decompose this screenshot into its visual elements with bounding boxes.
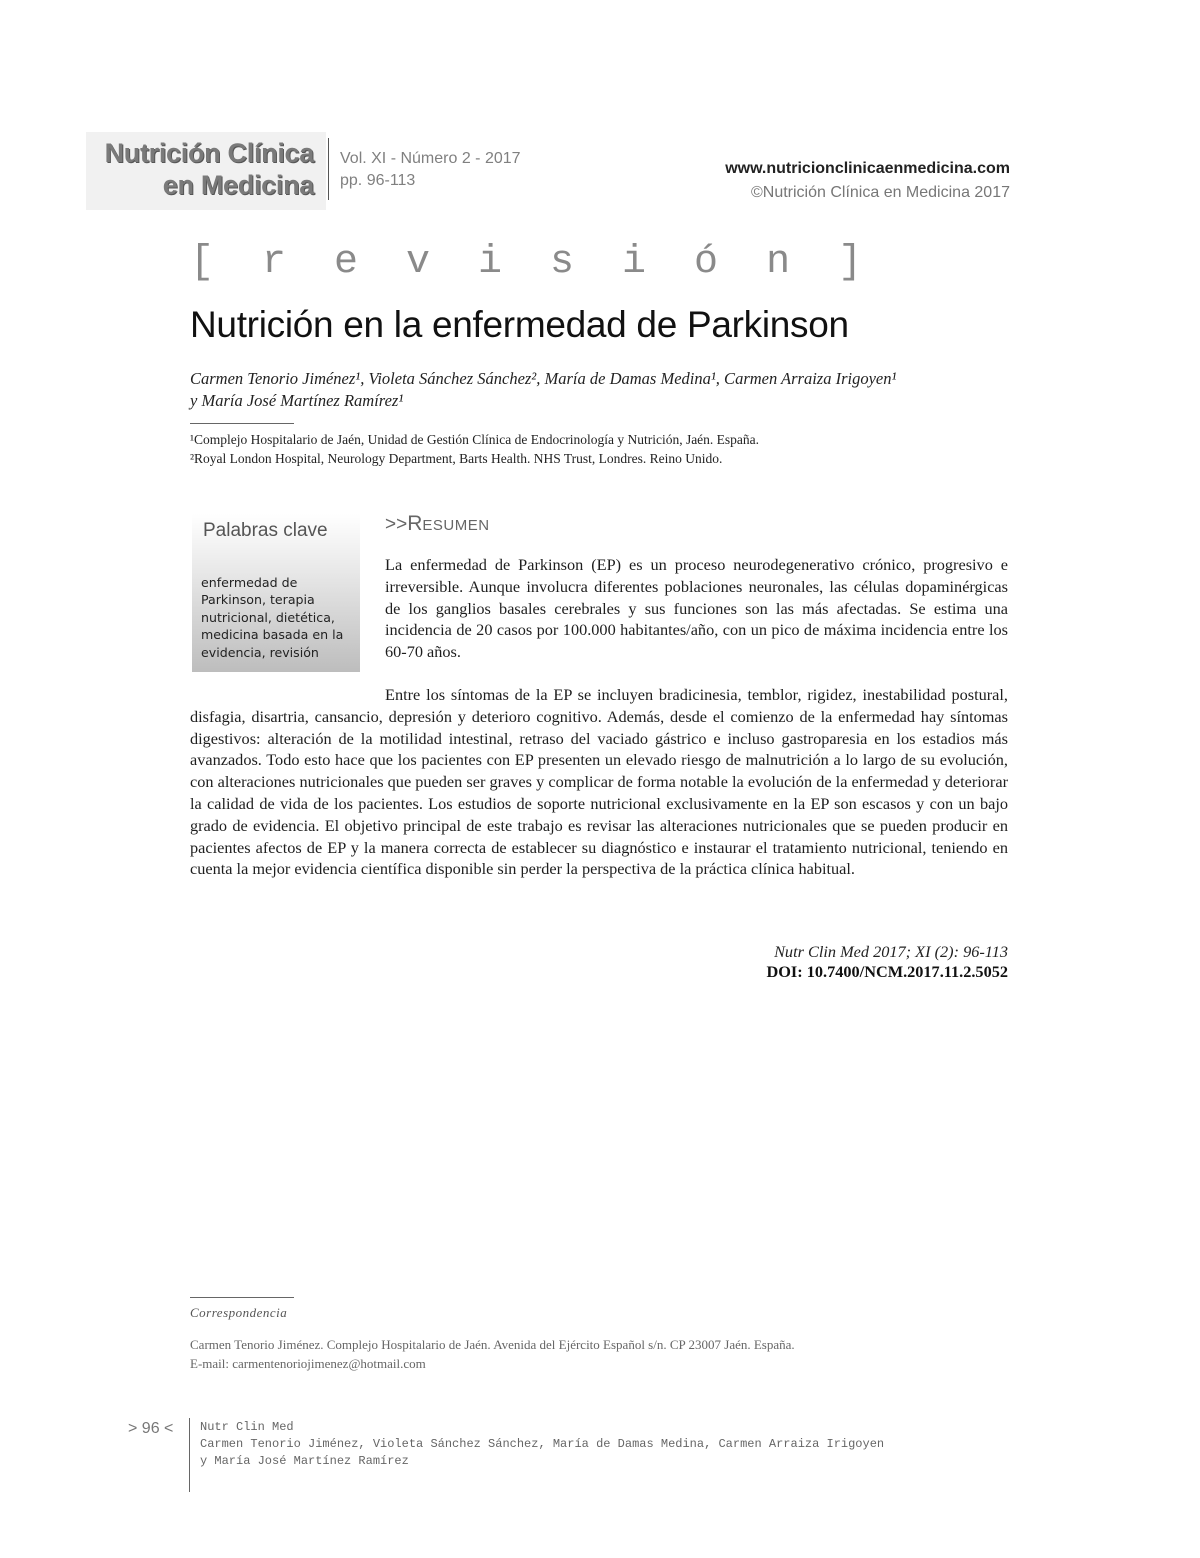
citation: Nutr Clin Med 2017; XI (2): 96-113 [774, 942, 1008, 961]
correspondence-address: Carmen Tenorio Jiménez. Complejo Hospitalario de Jaén. Avenida del Ejército Español s/n. CP 23007 Jaén. España. [190, 1337, 795, 1352]
authors-line-2: y María José Martínez Ramírez¹ [190, 391, 404, 410]
abstract-paragraph-2: Entre los síntomas de la EP se incluyen bradicinesia, temblor, rigidez, inestabilidad postural, disfagia, disartria, cansancio, depresión y deterioro cognitivo. Además, desde el comienzo de la enfermedad hay síntomas digestivos: alteración de la motilidad intestinal, retraso del vaciado gástrico e incluso gastroparesia en los estadios más avanzados. Todo esto hace que los pacientes con EP presenten un elevado riesgo de malnutrición a lo largo de su evolución, con alteraciones nutricionales que pueden ser graves y complicar de forma notable la evolución de la enfermedad y deteriorar la calidad de vida de los pacientes. Los estudios de soporte nutricional exclusivamente en la EP son escasos y con un bajo grado de evidencia. El objetivo principal de este trabajo es revisar las alteraciones nutricionales que se pueden producir en pacientes afectos de EP y la manera correcta de establecer su diagnóstico e instaurar el tratamiento nutricional, teniendo en cuenta la mejor evidencia científica disponible sin perder la perspectiva de la práctica clínica habitual. [190, 685, 1008, 879]
keywords-title: Palabras clave [203, 520, 328, 541]
affiliation-rule [190, 423, 294, 424]
page-number: > 96 < [128, 1420, 174, 1437]
footer-authors-2: y María José Martínez Ramírez [200, 1454, 409, 1468]
affiliation-2: ²Royal London Hospital, Neurology Department, Barts Health. NHS Trust, Londres. Reino Unido. [190, 451, 723, 466]
journal-logo [86, 132, 326, 210]
website-link[interactable]: www.nutricionclinicaenmedicina.com [725, 160, 1010, 177]
correspondence-heading: Correspondencia [190, 1305, 288, 1320]
correspondence-text [190, 1335, 1020, 1373]
article-title: Nutrición en la enfermedad de Parkinson [190, 304, 849, 345]
issue-info [340, 148, 521, 192]
abstract-paragraph-1: La enfermedad de Parkinson (EP) es un proceso neurodegenerativo crónico, progresivo e irreversible. Aunque involucra diferentes poblaciones neuronales, las células dopaminérgicas de los ganglios basales cerebrales y sus funciones son las más afectadas. Se estima una incidencia de 20 casos por 100.000 habitantes/año, con un pico de máxima incidencia entre los 60-70 años. [385, 555, 1008, 662]
heading-initial: R [407, 512, 423, 535]
affiliation-1: ¹Complejo Hospitalario de Jaén, Unidad de Gestión Clínica de Endocrinología y Nutrición, Jaén. España. [190, 432, 760, 447]
footer-authors-1: Carmen Tenorio Jiménez, Violeta Sánchez Sánchez, María de Damas Medina, Carmen Arraiza Irigoyen [200, 1437, 885, 1451]
affiliations [190, 430, 1020, 468]
copyright: ©Nutrición Clínica en Medicina 2017 [750, 184, 1010, 201]
author-list [190, 368, 1020, 412]
logo-line-1: Nutrición Clínica [104, 138, 314, 168]
heading-rest: ESUMEN [422, 517, 490, 534]
running-footer [200, 1419, 884, 1470]
footer-journal: Nutr Clin Med [200, 1420, 294, 1434]
heading-prefix: >> [385, 514, 408, 535]
doi[interactable]: DOI: 10.7400/NCM.2017.11.2.5052 [766, 962, 1008, 981]
header-divider [328, 138, 329, 200]
volume-number: Vol. XI - Número 2 - 2017 [340, 150, 521, 167]
keywords-text: enfermedad de Parkinson, terapia nutricional, dietética, medicina basada en la evidencia, revisión [201, 575, 344, 660]
section-label: [ r e v i s i ó n ] [190, 240, 875, 285]
abstract-heading [385, 512, 490, 536]
footer-rule [189, 1418, 190, 1492]
correspondence-email[interactable]: E-mail: carmentenoriojimenez@hotmail.com [190, 1356, 426, 1371]
authors-line-1: Carmen Tenorio Jiménez¹, Violeta Sánchez Sánchez², María de Damas Medina¹, Carmen Arraiza Irigoyen¹ [190, 369, 897, 388]
page-range: pp. 96-113 [340, 172, 416, 189]
correspondence-rule [190, 1297, 294, 1298]
keywords-box [192, 514, 360, 672]
logo-line-2: en Medicina [162, 170, 314, 200]
